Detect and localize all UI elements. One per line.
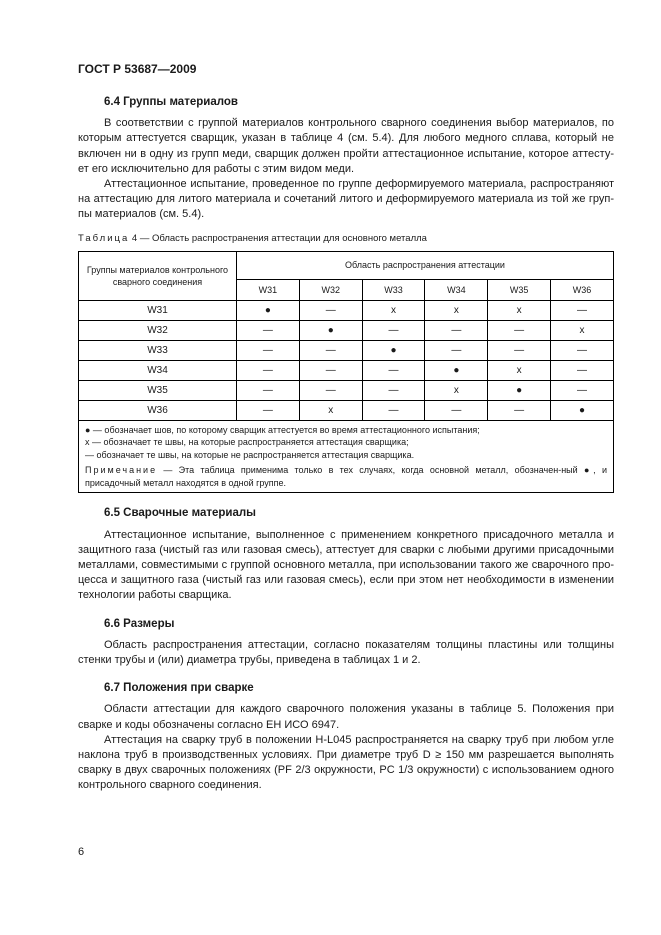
table-cell: — bbox=[488, 340, 551, 360]
row-group: W33 bbox=[79, 340, 237, 360]
table-4-caption bbox=[78, 231, 614, 246]
row-group: W32 bbox=[79, 320, 237, 340]
table-cell: — bbox=[299, 380, 362, 400]
legend-item: — обозначает те швы, на которые не распространяется аттестация сварщика. bbox=[85, 449, 415, 460]
table-cell: ● bbox=[362, 340, 425, 360]
row-group: W31 bbox=[79, 300, 237, 320]
table-cell: — bbox=[237, 380, 300, 400]
table-cell: x bbox=[488, 300, 551, 320]
column-header: W35 bbox=[488, 280, 551, 300]
note-text: — Эта таблица применима только в тех случаях, когда основной металл, обозначен-ный ●, и присадочный металл находятся в одной группе. bbox=[85, 465, 607, 488]
section-6-5 bbox=[78, 506, 614, 603]
section-6-5-title: 6.5 Сварочные материалы bbox=[104, 507, 256, 520]
document-header: ГОСТ Р 53687—2009 bbox=[78, 62, 197, 76]
table-4-caption-label: Таблица bbox=[78, 232, 130, 244]
table-cell: — bbox=[362, 400, 425, 420]
row-group: W34 bbox=[79, 360, 237, 380]
legend-item: ● — обозначает шов, по которому сварщик аттестуется во время аттестационного испытания; bbox=[85, 424, 480, 435]
section-6-7-paragraph-1: Области аттестации для каждого сварочного положения указаны в таблице 5. Положения при сварке и коды обозначены согласно ЕН ИСО 6947. bbox=[78, 703, 614, 731]
table-cell: — bbox=[425, 340, 488, 360]
table-cell: ● bbox=[551, 400, 614, 420]
column-header: W32 bbox=[299, 280, 362, 300]
table-cell: — bbox=[362, 380, 425, 400]
column-header: W33 bbox=[362, 280, 425, 300]
table-cell: — bbox=[362, 320, 425, 340]
table-cell: — bbox=[488, 320, 551, 340]
section-6-7-title: 6.7 Положения при сварке bbox=[104, 682, 254, 695]
table-cell: — bbox=[237, 360, 300, 380]
table-row bbox=[79, 360, 614, 380]
section-6-6-paragraph-1: Область распространения аттестации, согласно показателям толщины пластины или толщины стенки трубы и (или) диаметра трубы, приведена в таблицах 1 и 2. bbox=[78, 638, 614, 666]
column-header: W36 bbox=[551, 280, 614, 300]
table-row bbox=[79, 380, 614, 400]
table-cell: — bbox=[237, 340, 300, 360]
table-cell: ● bbox=[299, 320, 362, 340]
table-cell: — bbox=[299, 360, 362, 380]
section-6-6-title: 6.6 Размеры bbox=[104, 617, 175, 630]
table-4 bbox=[78, 251, 614, 421]
table-row bbox=[79, 340, 614, 360]
note-label: Примечание bbox=[85, 465, 158, 476]
table-cell: x bbox=[425, 380, 488, 400]
table-cell: — bbox=[551, 360, 614, 380]
table-cell: — bbox=[425, 400, 488, 420]
table-cell: — bbox=[299, 300, 362, 320]
table-cell: ● bbox=[488, 380, 551, 400]
table-4-note bbox=[85, 464, 607, 489]
column-header: W31 bbox=[237, 280, 300, 300]
table-4-group-header: Группы материалов контрольного сварного соединения bbox=[79, 251, 237, 300]
table-cell: x bbox=[362, 300, 425, 320]
table-cell: x bbox=[488, 360, 551, 380]
section-6-7-paragraph-2: Аттестация на сварку труб в положении H-L045 распространяется на сварку труб при любом угле наклона труб в производственных условиях. При диаметре труб D ≥ 150 мм разрешается выполнять сварку в двух сварочных положениях (PF 2/3 окружности, PC 1/3 окружности) с использованием одного контрольного сварного соединения. bbox=[78, 733, 614, 792]
table-4-legend bbox=[78, 421, 614, 494]
legend-item: x — обозначает те швы, на которые распространяется аттестация сварщика; bbox=[85, 437, 409, 448]
table-cell: — bbox=[425, 320, 488, 340]
table-4-caption-text: 4 — Область распространения аттестации для основного металла bbox=[131, 232, 427, 244]
row-group: W35 bbox=[79, 380, 237, 400]
table-cell: — bbox=[362, 360, 425, 380]
table-cell: — bbox=[551, 300, 614, 320]
section-6-4-paragraph-2: Аттестационное испытание, проведенное по группе деформируемого материала, распространяют на аттестацию для литого материала и сочетаний литого и деформируемого материала из той же груп-пы материалов (см. 5.4). bbox=[78, 178, 614, 221]
section-6-4-title: 6.4 Группы материалов bbox=[104, 96, 238, 108]
page-content bbox=[78, 95, 614, 794]
table-cell: — bbox=[299, 340, 362, 360]
table-cell: — bbox=[551, 380, 614, 400]
table-cell: x bbox=[425, 300, 488, 320]
section-6-7 bbox=[78, 681, 614, 793]
table-cell: ● bbox=[425, 360, 488, 380]
row-group: W36 bbox=[79, 400, 237, 420]
page-number: 6 bbox=[78, 846, 85, 858]
table-cell: — bbox=[237, 400, 300, 420]
table-cell: x bbox=[551, 320, 614, 340]
table-4-area-header: Область распространения аттестации bbox=[237, 251, 614, 280]
table-row bbox=[79, 300, 614, 320]
section-6-5-paragraph-1: Аттестационное испытание, выполненное с применением конкретного присадочного металла и защитного газа (чистый газ или газовая смесь), аттестует для сварки с любыми другими присадочными металлами, совместимыми с группой основного металла, при использовании такого же сварочного про-цесса и защитного газа (чистый газ или газовая смесь), если при этом нет необходимости в изменении технологии работы сварщика. bbox=[78, 528, 614, 602]
table-cell: — bbox=[551, 340, 614, 360]
column-header: W34 bbox=[425, 280, 488, 300]
section-6-4-paragraph-1: В соответствии с группой материалов контрольного сварного соединения выбор материалов, по которым аттестуется сварщик, указан в таблице 4 (см. 5.4). Для любого медного сплава, который не включен ни в одну из групп меди, сварщик должен пройти аттестационное испытание, которое аттесту-ет его исключительно для работы с этим видом меди. bbox=[78, 117, 614, 175]
section-6-6 bbox=[78, 617, 614, 669]
table-cell: — bbox=[237, 320, 300, 340]
table-cell: x bbox=[299, 400, 362, 420]
table-row bbox=[79, 400, 614, 420]
table-row bbox=[79, 320, 614, 340]
table-cell: — bbox=[488, 400, 551, 420]
table-cell: ● bbox=[237, 300, 300, 320]
